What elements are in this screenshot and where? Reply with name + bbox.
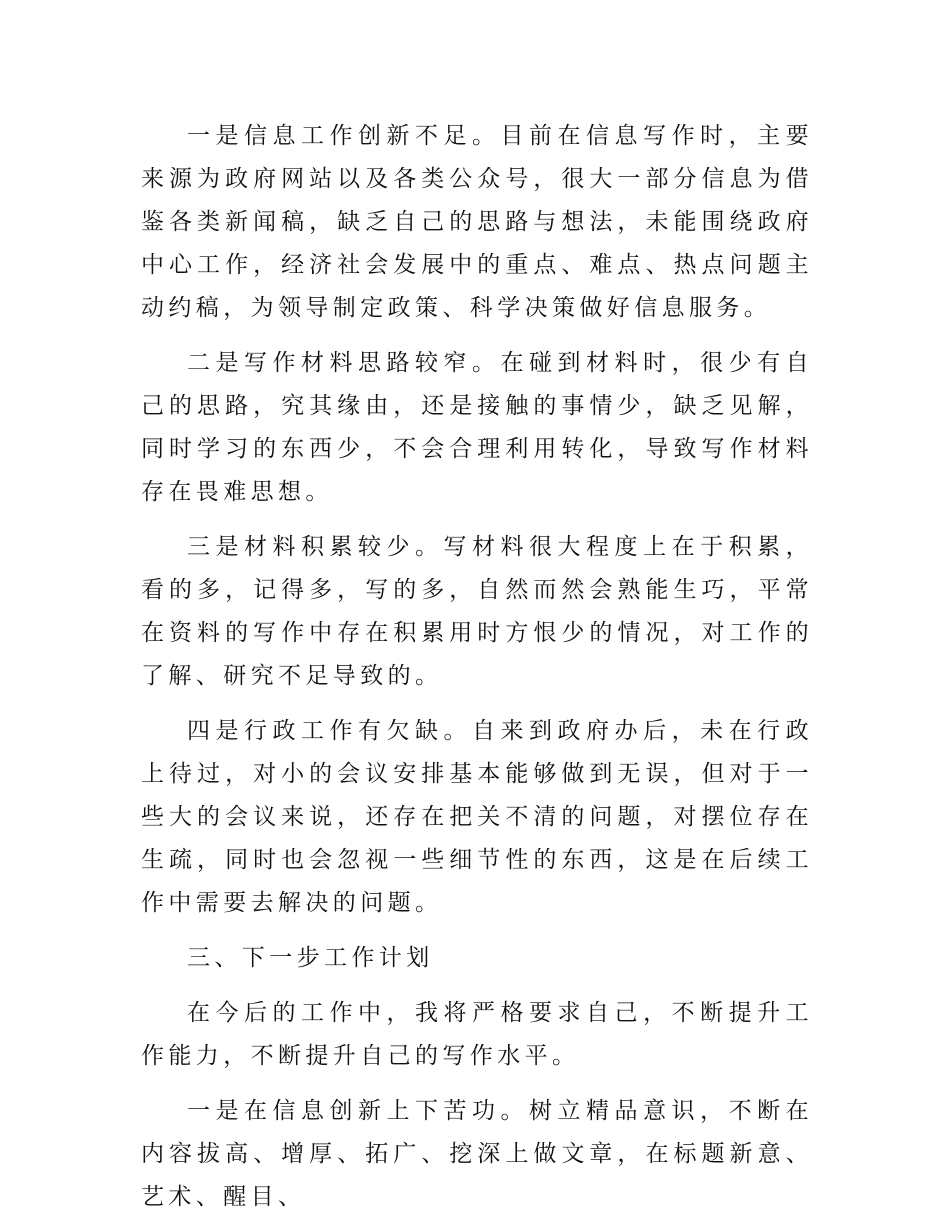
paragraph-plan-intro: 在今后的工作中，我将严格要求自己，不断提升工作能力，不断提升自己的写作水平。	[141, 1000, 813, 1069]
paragraph-writing-approach: 二是写作材料思路较窄。在碰到材料时，很少有自己的思路，究其缘由，还是接触的事情少，缺乏见解，同时学习的东西少，不会合理利用转化，导致写作材料存在畏难思想。	[141, 350, 813, 505]
section-heading: 三、下一步工作计划	[187, 945, 434, 971]
paragraph-administration: 四是行政工作有欠缺。自来到政府办后，未在行政上待过，对小的会议安排基本能够做到无误，但对于一些大的会议来说，还存在把关不清的问题，对摆位存在生疏，同时也会忽视一些细节性的东西，这是在后续工作中需要去解决的问题。	[141, 718, 813, 916]
document-body	[141, 115, 813, 1231]
paragraph-plan-innovation: 一是在信息创新上下苦功。树立精品意识，不断在内容拔高、增厚、拓广、挖深上做文章，在标题新意、艺术、醒目、	[141, 1098, 813, 1210]
paragraph-accumulation: 三是材料积累较少。写材料很大程度上在于积累，看的多，记得多，写的多，自然而然会熟能生巧，平常在资料的写作中存在积累用时方恨少的情况，对工作的了解、研究不足导致的。	[141, 534, 813, 689]
paragraph-innovation: 一是信息工作创新不足。目前在信息写作时，主要来源为政府网站以及各类公众号，很大一部分信息为借鉴各类新闻稿，缺乏自己的思路与想法，未能围绕政府中心工作，经济社会发展中的重点、难点、热点问题主动约稿，为领导制定政策、科学决策做好信息服务。	[141, 123, 813, 321]
